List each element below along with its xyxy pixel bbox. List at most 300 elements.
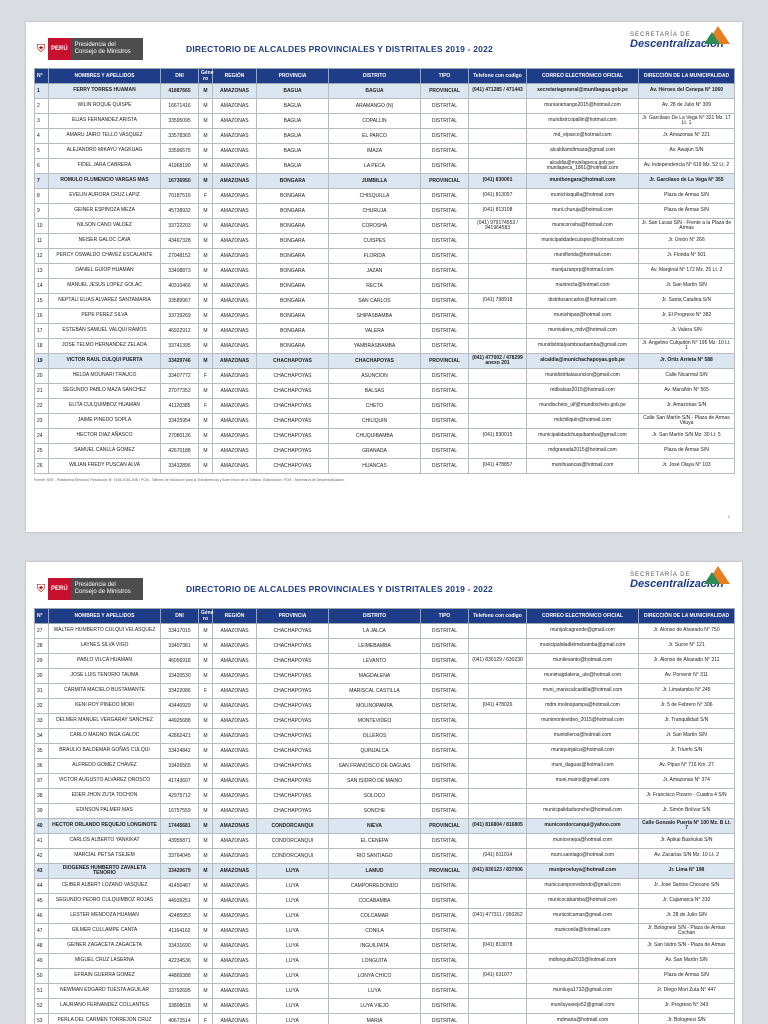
table-cell: Jr. Sucre N° 121 [639,639,735,654]
table-cell: DISTRITAL [421,939,469,954]
table-cell: DISTRITAL [421,339,469,354]
table-cell: Calle Nicarmal S/N [639,369,735,384]
table-cell: (041) 830129 / 630230 [469,654,527,669]
table-cell [469,954,527,969]
table-cell: munishipas@hotmail.com [527,309,639,324]
table-cell: 43955871 [161,834,199,849]
table-cell: M [199,354,213,369]
table-cell: M [199,309,213,324]
table-cell: 24 [35,429,49,444]
table-cell: PROVINCIAL [421,174,469,189]
table-cell: municipalidadchuquibamba@gmail.com [527,429,639,444]
page-header [26,562,742,608]
table-cell: AMAZONAS [213,1014,257,1024]
table-cell: DISTRITAL [421,849,469,864]
table-cell: PROVINCIAL [421,864,469,879]
table-cell [469,639,527,654]
table-cell: munibongara@hotmail.com [527,174,639,189]
table-cell: muniprovluya@hotmail.com [527,864,639,879]
table-cell: Jr. Amazonas N° 221 [639,129,735,144]
table-cell: BONGARA [257,174,329,189]
column-header: Géne ro [199,69,213,84]
table-cell: M [199,429,213,444]
table-cell: 30 [35,669,49,684]
table-cell: Plaza de Armas S/N [639,204,735,219]
table-cell: 33741395 [161,339,199,354]
table-cell: 33420679 [161,864,199,879]
table-cell: AMAZONAS [213,924,257,939]
table-cell: DISTRITAL [421,189,469,204]
table-cell: 16757559 [161,804,199,819]
table-cell: BONGARA [257,219,329,234]
table-cell: SAN FRANCISCO DE DAGUAS [329,759,421,774]
column-header: DIRECCIÓN DE LA MUNICIPALIDAD [639,609,735,624]
table-row [35,684,735,699]
table-cell: DISTRITAL [421,924,469,939]
table-cell: CHACHAPOYAS [257,639,329,654]
table-cell: EVELIN AURORA CRUZ LAPIZ [49,189,161,204]
table-cell: CONDORCANQUI [257,819,329,834]
table-cell: Plaza de Armas S/N [639,189,735,204]
table-cell: 41 [35,834,49,849]
table-cell: WILIN ROQUE QUISPE [49,99,161,114]
peru-label: PERÚ [48,38,71,60]
table-cell: AMAZONAS [213,99,257,114]
table-cell: IMAZA [329,144,421,159]
table-cell: CHACHAPOYAS [257,699,329,714]
table-cell: DISTRITAL [421,219,469,234]
table-row [35,789,735,804]
table-row [35,249,735,264]
table-row [35,669,735,684]
table-cell: DISTRITAL [421,999,469,1014]
table-cell: munijalcagrande@gmail.com [527,624,639,639]
table-cell: Jr. Florida N° 501 [639,249,735,264]
table-cell: 33408873 [161,264,199,279]
table-cell [469,669,527,684]
table-row [35,939,735,954]
table-cell [469,714,527,729]
table-cell: LUYA [257,924,329,939]
table-cell: M [199,699,213,714]
table-row [35,144,735,159]
table-cell [469,1014,527,1024]
table-cell: 43467328 [161,234,199,249]
table-cell: AMAZONAS [213,84,257,99]
table-cell: municcamporredondo@gmail.com [527,879,639,894]
table-cell: PEPE PEREZ SILVA [49,309,161,324]
table-cell: (041) 813078 [469,939,527,954]
table-cell: AMAZONAS [213,684,257,699]
peru-label: PERÚ [48,578,71,600]
table-cell: 42975712 [161,789,199,804]
table-cell: DISTRITAL [421,144,469,159]
table-cell: 1 [35,84,49,99]
table-cell: 11 [35,234,49,249]
table-cell: 31 [35,684,49,699]
table-cell: CUISPES [329,234,421,249]
table-cell: LUYA [257,984,329,999]
table-cell: Av. Awajún S/N [639,144,735,159]
column-header: CORREO ELECTRÓNICO OFICIAL [527,69,639,84]
table-body [35,624,735,1024]
table-cell: 44869388 [161,969,199,984]
table-row [35,774,735,789]
table-cell: GILMER CULLAMPE CANTA [49,924,161,939]
table-cell [469,924,527,939]
table-cell: muni_daguas@hotmail.com [527,759,639,774]
table-cell: 42862421 [161,729,199,744]
table-cell: (041) 798918 [469,294,527,309]
table-cell: CEIBER ALBERT LOZANO VASQUEZ [49,879,161,894]
table-cell: M [199,969,213,984]
table-cell: QUINJALCA [329,744,421,759]
table-cell: BONGARA [257,189,329,204]
table-cell: NEPTALI ELIAS ALVAREZ SANTAMARIA [49,294,161,309]
table-cell [469,399,527,414]
table-cell: Av. Independencia N° 619 Mz. 52 Lt. 2 [639,159,735,174]
table-cell: muni.churuja@hotmail.com [527,204,639,219]
table-cell: 46922912 [161,324,199,339]
table-cell [527,939,639,954]
table-cell: CONDORCANQUI [257,849,329,864]
table-cell: 17445681 [161,819,199,834]
page-header [26,22,742,68]
table-cell: Jr. San Martín S/N [639,729,735,744]
table-cell: M [199,294,213,309]
table-cell: MIGUEL CRUZ LASERNA [49,954,161,969]
table-cell: BONGARA [257,249,329,264]
table-cell: Jr. Alonso de Alvarado N° 211 [639,654,735,669]
table-cell: municipalidadsonche@hotmail.com [527,804,639,819]
table-cell: LUYA [257,954,329,969]
table-cell: AMAZONAS [213,249,257,264]
table-cell: 17 [35,324,49,339]
table-cell: 40672514 [161,1014,199,1024]
table-cell: 33589967 [161,294,199,309]
table-cell: MARIA [329,1014,421,1024]
table-cell: DISTRITAL [421,129,469,144]
table-cell: CHACHAPOYAS [257,714,329,729]
table-cell: muniluya1732@gmail.com [527,984,639,999]
table-cell: Jr. Garcilaso De La Vega N° 321 Mz. 17 Lt. 1 [639,114,735,129]
table-cell: DISTRITAL [421,249,469,264]
table-cell: 33425954 [161,414,199,429]
table-cell: MARCIAL PETSA TSEJEM [49,849,161,864]
table-cell: DISTRITAL [421,279,469,294]
table-cell: 36 [35,759,49,774]
table-row [35,189,735,204]
table-cell: (041) 811014 [469,849,527,864]
coat-of-arms-icon: ⛨ [34,38,48,60]
table-cell: 6 [35,159,49,174]
table-cell: 19 [35,354,49,369]
table-cell: SONCHE [329,804,421,819]
table-row [35,369,735,384]
table-row [35,804,735,819]
table-cell: alcaldiamdimaza@gmail.com [527,144,639,159]
table-cell: Jr. San Martín S/N [639,279,735,294]
table-cell: JAZAN [329,264,421,279]
column-header: TIPO [421,69,469,84]
table-cell: CHACHAPOYAS [257,354,329,369]
table-cell: 21 [35,384,49,399]
table-cell: M [199,264,213,279]
table-cell: M [199,789,213,804]
table-cell: LUYA [257,894,329,909]
pcm-logo [34,578,143,600]
table-cell: BAGUA [257,99,329,114]
table-row [35,114,735,129]
table-cell: LESTER MENDOZA HUAMAN [49,909,161,924]
table-cell: CHACHAPOYAS [257,459,329,474]
table-cell: 45 [35,894,49,909]
table-row [35,1014,735,1024]
table-cell: muniaramango2015@hotmail.com [527,99,639,114]
table-cell: MONTEVIDEO [329,714,421,729]
table-cell: 47 [35,924,49,939]
table-row [35,969,735,984]
document-title: DIRECTORIO DE ALCALDES PROVINCIALES Y DISTRITALES 2019 - 2022 [186,584,493,594]
table-cell: 8 [35,189,49,204]
table-cell: ROMULO FLUMENCIO VARGAS MAS [49,174,161,189]
table-cell: LUYA VIEJO [329,999,421,1014]
table-cell [469,129,527,144]
column-header: PROVINCIA [257,609,329,624]
table-row [35,864,735,879]
table-cell: CHACHAPOYAS [257,429,329,444]
table-cell [469,114,527,129]
table-cell: DISTRITAL [421,774,469,789]
table-cell: Jr. Angelino Culquitón N° 195 Mz. 10 Lt. 1 [639,339,735,354]
table-cell: 20 [35,369,49,384]
table-cell: ARAMANGO (N) [329,99,421,114]
table-cell: 25 [35,444,49,459]
table-cell: SHIPASBAMBA [329,309,421,324]
table-cell: CHACHAPOYAS [257,804,329,819]
table-cell: JOSE TELMO HERNANDEZ ZELADA [49,339,161,354]
table-cell: 38 [35,789,49,804]
table-cell: 14 [35,279,49,294]
table-cell: 44925688 [161,714,199,729]
table-cell: munimontevideo_2015@hotmail.com [527,714,639,729]
table-cell: Av. Héroes del Cenepa N° 1060 [639,84,735,99]
table-cell: CHILIQUIN [329,414,421,429]
table-cell: Jr. Diego Mori Zuta N° 447 [639,984,735,999]
table-cell: Jr. Alonso de Alvarado N° 750 [639,624,735,639]
column-header: DIRECCIÓN DE LA MUNICIPALIDAD [639,69,735,84]
table-cell: GEINER ZAGACETA ZAGACETA [49,939,161,954]
table-cell: alcaldia@munichachapoyas.gob.pe [527,354,639,369]
table-cell: F [199,1014,213,1024]
table-cell: AMAZONAS [213,129,257,144]
table-row [35,279,735,294]
table-cell: AMAZONAS [213,324,257,339]
table-cell: munidistritalyambrasbamba@gmail.com [527,339,639,354]
table-cell: AMAZONAS [213,204,257,219]
table-cell: M [199,729,213,744]
table-cell: 41164162 [161,924,199,939]
table-cell [469,744,527,759]
table-cell: DISTRITAL [421,309,469,324]
table-row [35,849,735,864]
table-cell: Jr. Santa Catalina S/N [639,294,735,309]
table-cell: 40310466 [161,279,199,294]
table-cell: mdgranada2015@hotmail.com [527,444,639,459]
table-cell: DISTRITAL [421,444,469,459]
table-cell: municonila@hotmail.com [527,924,639,939]
table-cell: 49 [35,954,49,969]
table-cell: mundischeto_ulf@mundischeto.gob.pe [527,399,639,414]
table-cell [469,879,527,894]
presidencia-label: Presidencia del Consejo de Ministros [71,578,143,600]
table-cell: Jr. Bolognesi S/N [639,1014,735,1024]
table-cell: 15 [35,294,49,309]
table-row [35,84,735,99]
table-cell: INGUILPATA [329,939,421,954]
table-cell: Plaza de Armas S/N [639,969,735,984]
table-cell: Jr. Tranquilidad S/N [639,714,735,729]
table-cell: F [199,684,213,699]
table-cell: ASUNCION [329,369,421,384]
table-cell: DISTRITAL [421,789,469,804]
table-cell: 42485953 [161,909,199,924]
table-cell: LUYA [257,909,329,924]
table-cell: AMAZONAS [213,639,257,654]
table-cell: 41743607 [161,774,199,789]
table-cell: EFRAIN GUERRA GOMEZ [49,969,161,984]
table-cell: COCABAMBA [329,894,421,909]
table-cell: AMAZONAS [213,729,257,744]
table-cell: AMAZONAS [213,414,257,429]
table-cell: AMAZONAS [213,279,257,294]
table-cell: 41968190 [161,159,199,174]
table-cell: munirecta@hotmail.com [527,279,639,294]
table-cell: SEGUNDO PEDRO CULQUIMBOZ ROJAS [49,894,161,909]
table-cell: DISTRITAL [421,759,469,774]
table-cell: munidistritalasuncion@gmail.com [527,369,639,384]
table-cell: AMAZONAS [213,909,257,924]
table-cell: 16671416 [161,99,199,114]
table-cell: F [199,189,213,204]
table-cell: PERLA DEL CARMEN TORREJON CRUZ [49,1014,161,1024]
table-cell: LEVANTO [329,654,421,669]
table-cell [469,279,527,294]
table-cell: AMAZONAS [213,114,257,129]
table-cell: BONGARA [257,294,329,309]
table-cell: M [199,414,213,429]
table-cell: M [199,159,213,174]
table-cell: EL CENEPA [329,834,421,849]
table-cell: DISTRITAL [421,699,469,714]
table-cell: munilevanto@hotmail.com [527,654,639,669]
table-cell: M [199,99,213,114]
table-cell: Jr. Cajamarca N° 310 [639,894,735,909]
table-cell: AMAZONAS [213,969,257,984]
footnote: Fuente: SSE - Plataforma Electoral, Resolución N° 1935-2018-JNE / PCM - Talleres de Inducción para la Transferencia y Buen Inicio de la Gestión. Elaboración: PCM - Secretaría de Descentralización. [34,478,346,482]
table-cell: muniolleros@hotmail.com [527,729,639,744]
table-cell: 33420530 [161,669,199,684]
table-cell: ESTEBAN SAMUEL VALQUI RAMOS [49,324,161,339]
table-cell: DELMER MANUEL VERGARAY SANCHEZ [49,714,161,729]
table-row [35,444,735,459]
table-cell: 33417015 [161,624,199,639]
table-cell: AMAZONAS [213,459,257,474]
table-row [35,624,735,639]
table-row [35,384,735,399]
table-cell: munichisquilla@hotmail.com [527,189,639,204]
table-cell [469,339,527,354]
mountain-small-icon [704,572,720,584]
table-cell: AMAZONAS [213,789,257,804]
table-cell: DISTRITAL [421,324,469,339]
table-cell: Av. Zacarías S/N Mz. 10 Lt. 2 [639,849,735,864]
table-cell: Jr. San Isidro S/N - Plaza de Armas [639,939,735,954]
table-cell: CHUQUIBAMBA [329,429,421,444]
table-cell: NILSON CANO VALDEZ [49,219,161,234]
table-cell: HECTOR ORLANDO REQUEJO LONGINOTE [49,819,161,834]
table-cell: AMAZONAS [213,354,257,369]
table-cell: DISTRITAL [421,954,469,969]
table-cell: 43 [35,864,49,879]
table-cell: BAGUA [257,84,329,99]
table-cell: muniflorida@hotmail.com [527,249,639,264]
table-cell: AMAZONAS [213,819,257,834]
table-cell: BONGARA [257,204,329,219]
table-cell: DISTRITAL [421,414,469,429]
table-cell: VICTOR AUGUSTO ALVAREZ OROSCO [49,774,161,789]
table-cell: M [199,864,213,879]
secretaria-logo [630,32,730,50]
table-cell: CHETO [329,399,421,414]
table-cell: 33722203 [161,219,199,234]
table-cell: Plaza de Armas S/N [639,444,735,459]
table-cell [469,309,527,324]
table-cell: Av. Marañón N° 565 [639,384,735,399]
table-cell [469,159,527,174]
table-cell [469,264,527,279]
table-cell: AMAZONAS [213,804,257,819]
table-cell: Jr. Limatambo N° 245 [639,684,735,699]
table-cell: LAYNES SILVA VIGO [49,639,161,654]
table-cell: 33424842 [161,744,199,759]
table-cell: muniluyaviejo52@gmail.com [527,999,639,1014]
table-cell: AMAZONAS [213,159,257,174]
table-cell: VICTOR RAUL CULQUI PUERTA [49,354,161,369]
table-cell: CHACHAPOYAS [257,369,329,384]
table-cell: alcaldia@munilapeca.gob.pe; munilapeca_1861@hotmail.com [527,159,639,174]
page-number: 1 [727,514,730,519]
table-row [35,879,735,894]
table-cell: 2 [35,99,49,114]
table-cell: DISTRITAL [421,714,469,729]
table-cell [469,804,527,819]
table-cell: 41450487 [161,879,199,894]
table-cell: 16736950 [161,174,199,189]
column-header: REGIÓN [213,69,257,84]
table-row [35,909,735,924]
table-cell: NEISER GALOC CAVA [49,234,161,249]
table-cell: municenepa@hotmail.com [527,834,639,849]
table-cell: DISTRITAL [421,729,469,744]
table-row [35,324,735,339]
table-cell: 27 [35,624,49,639]
table-cell: 16 [35,309,49,324]
table-cell: 33808618 [161,999,199,1014]
table-cell: 27077353 [161,384,199,399]
table-cell: DISTRITAL [421,804,469,819]
table-cell: 27080136 [161,429,199,444]
